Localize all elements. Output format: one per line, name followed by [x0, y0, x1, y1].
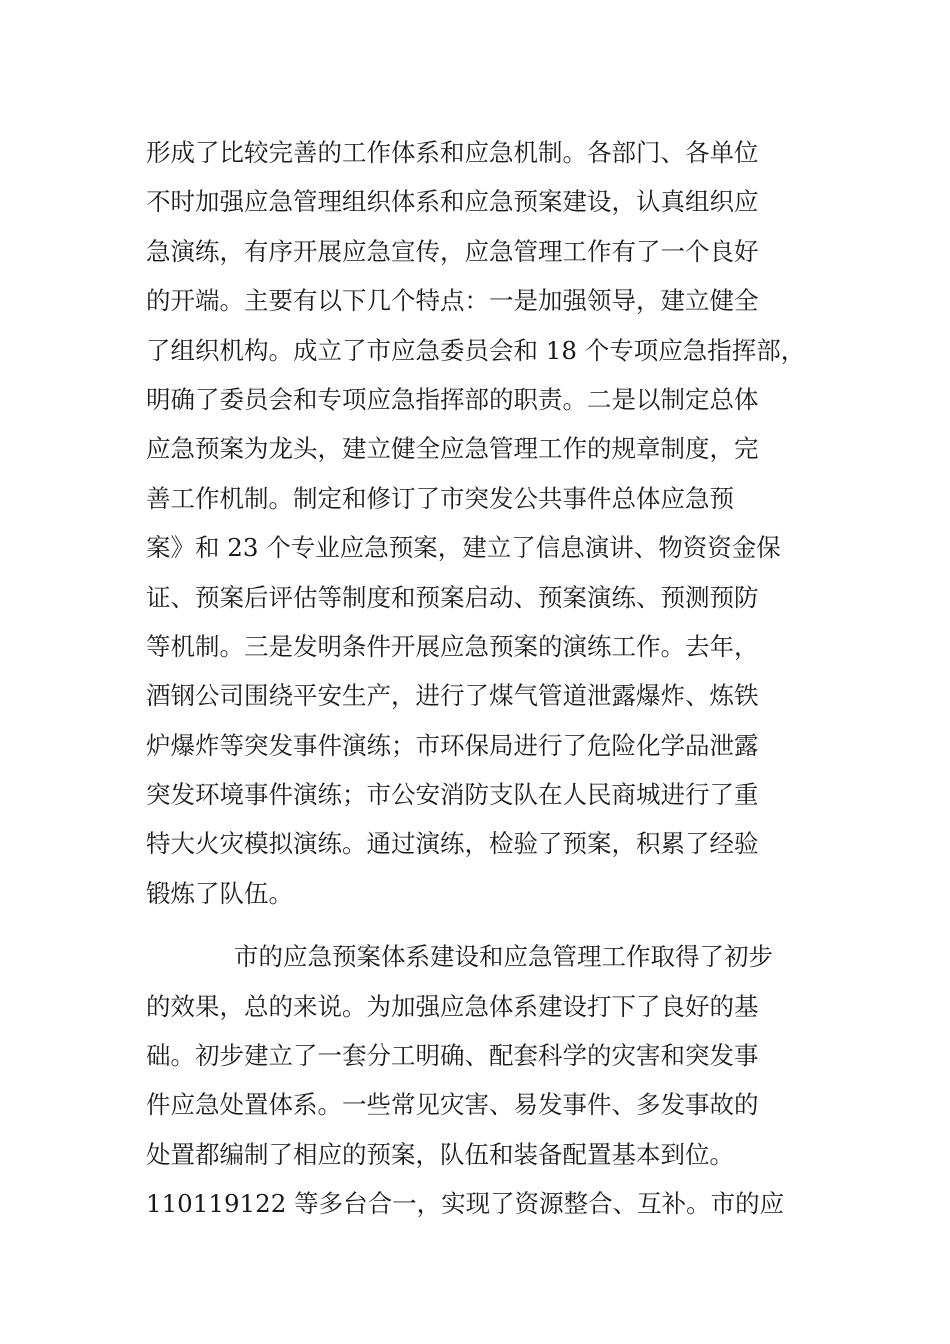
text-line: 形成了比较完善的工作体系和应急机制。各部门、各单位 [146, 138, 759, 167]
text-line: 锻炼了队伍。 [146, 878, 293, 908]
text-line: 不时加强应急管理组织体系和应急预案建设，认真组织应 [146, 187, 759, 217]
text-line: 的开端。主要有以下几个特点：一是加强领导，建立健全 [146, 286, 759, 316]
text-line: 应急预案为龙头，建立健全应急管理工作的规章制度，完 [146, 434, 759, 464]
text-line: 等机制。三是发明条件开展应急预案的演练工作。去年， [146, 631, 759, 661]
text-line: 的效果，总的来说。为加强应急体系建设打下了良好的基 [146, 991, 759, 1021]
text-line: 证、预案后评估等制度和预案启动、预案演练、预测预防 [146, 582, 759, 612]
text-line: 了组织机构。成立了市应急委员会和 18 个专项应急指挥部， [146, 335, 806, 365]
text-line: 明确了委员会和专项应急指挥部的职责。二是以制定总体 [146, 384, 759, 414]
paragraph-gap [146, 918, 846, 932]
text-line: 酒钢公司围绕平安生产，进行了煤气管道泄露爆炸、炼铁 [146, 681, 759, 711]
text-line: 处置都编制了相应的预案，队伍和装备配置基本到位。 [146, 1139, 734, 1169]
text-line: 特大火灾模拟演练。通过演练，检验了预案，积累了经验 [146, 829, 759, 859]
text-line: 突发环境事件演练；市公安消防支队在人民商城进行了重 [146, 780, 759, 810]
text-line: 炉爆炸等突发事件演练；市环保局进行了危险化学品泄露 [146, 730, 759, 760]
text-line: 善工作机制。制定和修订了市突发公共事件总体应急预 [146, 483, 734, 513]
text-line: 件应急处置体系。一些常见灾害、易发事件、多发事故的 [146, 1090, 759, 1120]
text-line: 础。初步建立了一套分工明确、配套科学的灾害和突发事 [146, 1041, 759, 1071]
document-body [146, 128, 846, 1229]
text-line: 110119122 等多台合一，实现了资源整合、互补。市的应 [146, 1189, 785, 1219]
text-line: 急演练，有序开展应急宣传，应急管理工作有了一个良好 [146, 236, 759, 266]
text-line: 市的应急预案体系建设和应急管理工作取得了初步 [234, 942, 773, 972]
text-line: 案》和 23 个专业应急预案，建立了信息演讲、物资资金保 [146, 533, 781, 563]
